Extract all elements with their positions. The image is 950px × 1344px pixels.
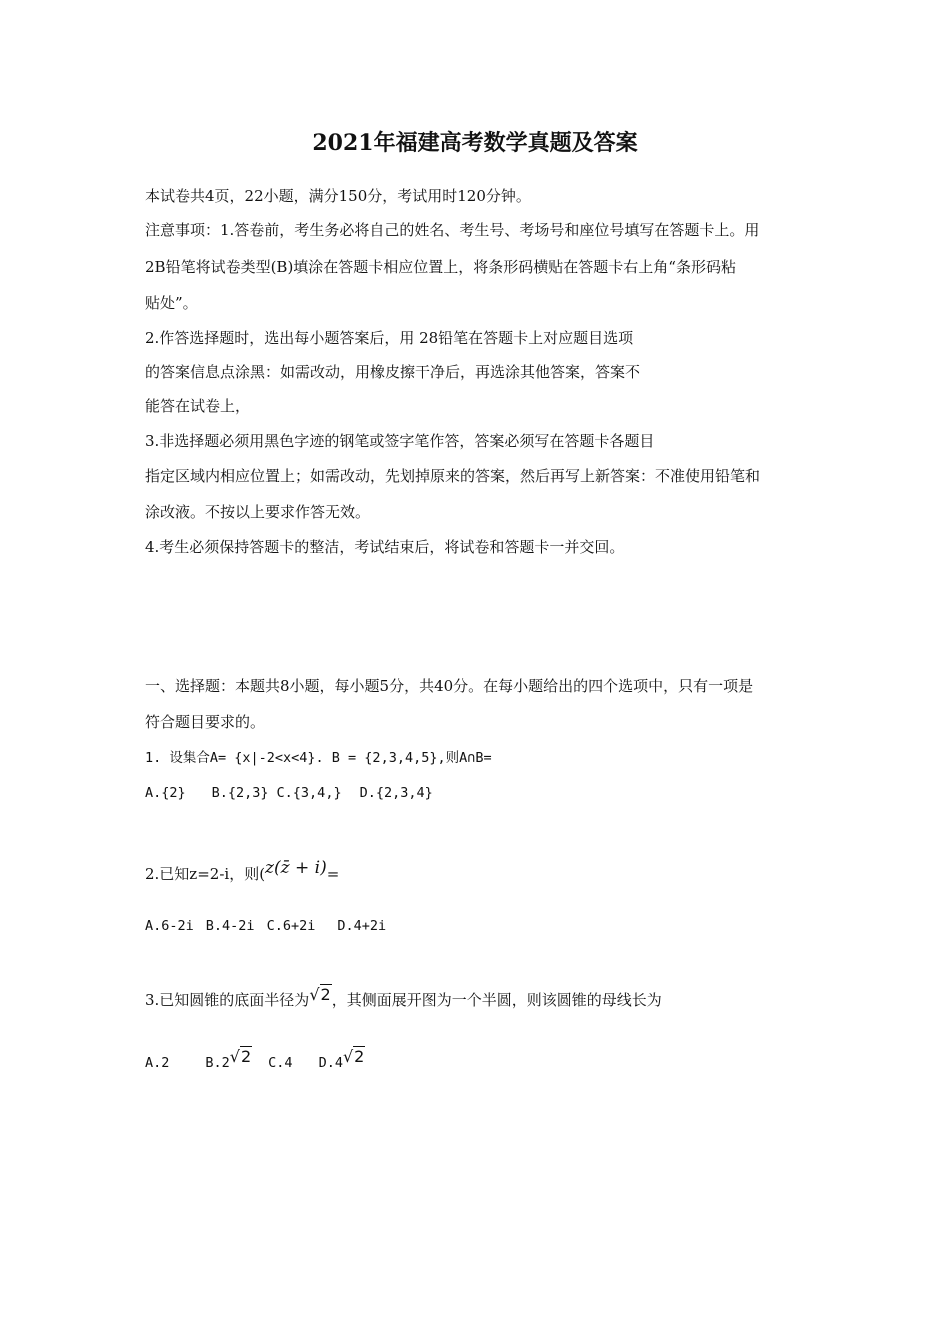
section1-heading-cont: 符合题目要求的。	[145, 713, 266, 731]
question-1-options	[145, 783, 433, 803]
q1-option-c: C.{3,4,}	[276, 785, 342, 801]
q2-expression: z(z̄ + i)	[265, 858, 327, 878]
intro-text: 本试卷共4页，22小题，满分150分，考试用时120分钟。	[145, 187, 531, 205]
q3-stem-text-b: ，其侧面展开图为一个半圆，则该圆锥的母线长为	[331, 991, 662, 1009]
q2-option-c: C.6+2i	[266, 918, 316, 934]
q3-option-c: C.4	[268, 1055, 293, 1071]
q2-option-a: A.6-2i	[145, 918, 194, 934]
notes-line-1c: 贴处”。	[145, 294, 198, 312]
q3-stem-text-a: 3.已知圆锥的底面半径为	[145, 991, 310, 1009]
q2-stem-text: 2.已知z=2-i，则(	[145, 865, 266, 883]
notes-line-2a: 2.作答选择题时，选出每小题答案后，用 28铅笔在答题卡上对应题目选项	[145, 329, 634, 347]
sqrt-2-icon: √2	[342, 1047, 365, 1066]
question-3-options	[145, 1047, 365, 1073]
question-3-stem	[145, 985, 662, 1010]
notes-line-2c: 能答在试卷上，	[145, 397, 251, 415]
q2-option-b: B.4-2i	[205, 918, 255, 934]
q3-option-a: A.2	[145, 1055, 170, 1071]
section1-heading: 一、选择题：本题共8小题，每小题5分，共40分。在每小题给出的四个选项中，只有一项是	[145, 677, 754, 695]
notes-line-3a: 3.非选择题必须用黑色字迹的钢笔或签字笔作答，答案必须写在答题卡各题目	[145, 432, 655, 450]
sqrt-2-icon: √2	[229, 1047, 252, 1066]
q1-option-a: A.{2}	[145, 785, 186, 801]
notes-line-3c: 涂改液。不按以上要求作答无效。	[145, 503, 371, 521]
q1-option-b: B.{2,3}	[211, 785, 269, 801]
question-1-stem: 1. 设集合A= {x|-2<x<4}. B = {2,3,4,5},则A∩B=	[145, 750, 492, 766]
q3-option-b: B.2	[205, 1055, 230, 1071]
notes-line-1a: 注意事项：1.答卷前，考生务必将自己的姓名、考生号、考场号和座位号填写在答题卡上。用	[145, 221, 760, 239]
question-2-stem	[145, 858, 340, 884]
page-title: 2021年福建高考数学真题及答案	[312, 130, 638, 156]
q3-option-d: D.4	[318, 1055, 343, 1071]
notes-line-3b: 指定区域内相应位置上；如需改动，先划掉原来的答案，然后再写上新答案：不准使用铅笔和	[145, 467, 761, 485]
notes-line-4: 4.考生必须保持答题卡的整洁，考试结束后，将试卷和答题卡一并交回。	[145, 538, 625, 556]
notes-line-2b: 的答案信息点涂黑：如需改动，用橡皮擦干净后，再选涂其他答案，答案不	[145, 363, 641, 381]
notes-line-1b: 2B铅笔将试卷类型(B)填涂在答题卡相应位置上，将条形码横贴在答题卡右上角“条形码粘	[145, 258, 736, 276]
sqrt-2-icon: √2	[309, 985, 331, 1004]
q2-option-d: D.4+2i	[337, 918, 387, 934]
q2-equals: =	[326, 865, 340, 883]
question-2-options	[145, 916, 386, 936]
q1-option-d: D.{2,3,4}	[359, 785, 433, 801]
